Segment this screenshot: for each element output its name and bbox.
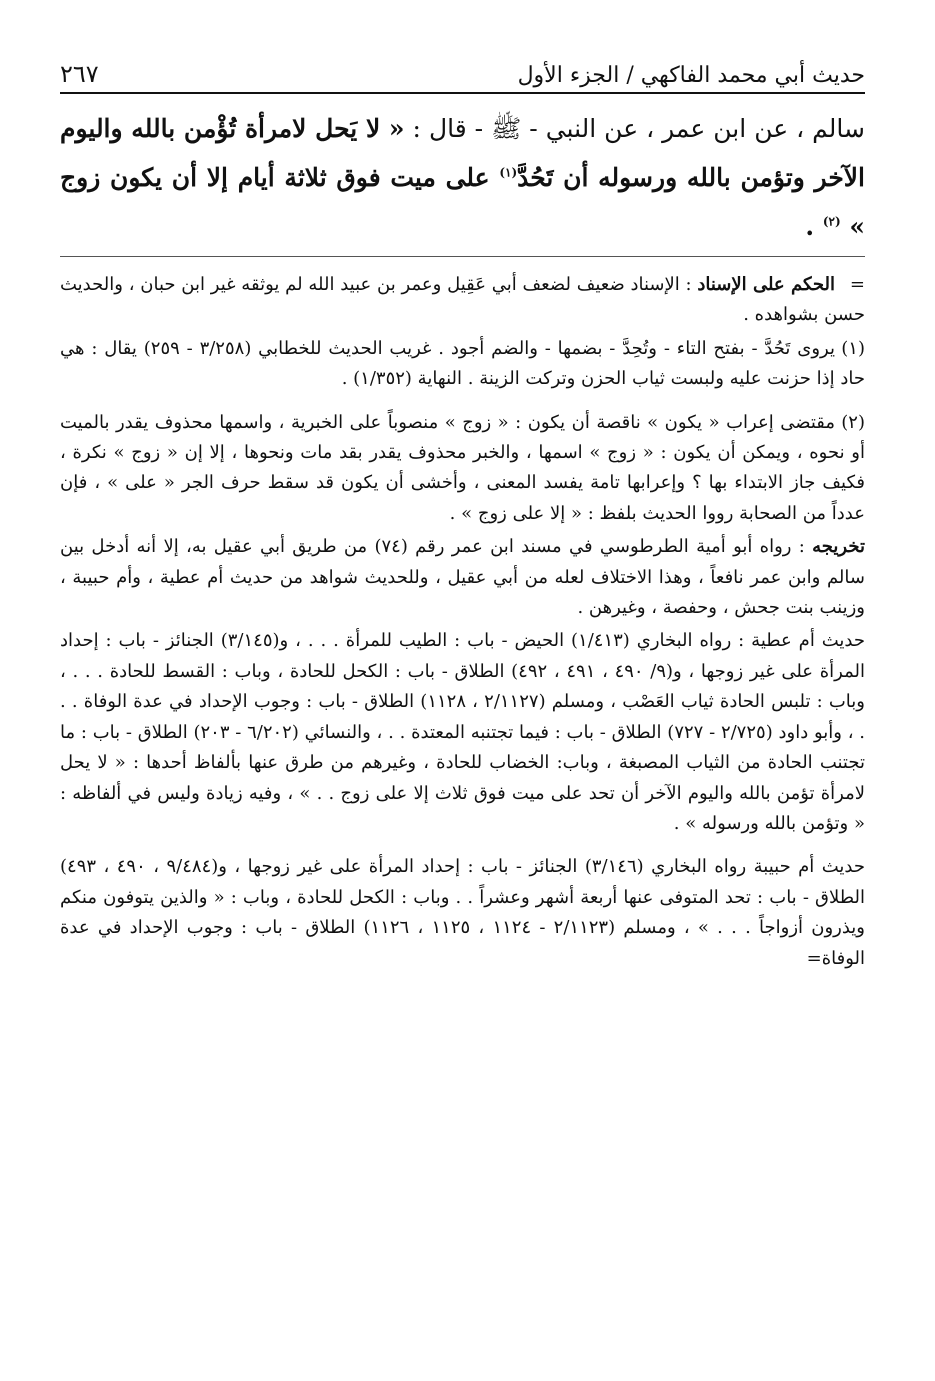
hadith-text-part-1: « لا يَحل لامرأة تُؤْمن بالله واليوم الآخر وتؤمن بالله ورسوله أن تَحُدَّ [60,114,865,192]
isnad-ruling-note [60,270,865,331]
takhrij-text: : رواه أبو أمية الطرطوسي في مسند ابن عمر رقم (٧٤) من طريق أبي عقيل به، إلا أنه أدخل بين سالم وابن عمر نافعاً ، وهذا الاختلاف لعله من أبي عقيل ، وللحديث شواهد من حديث أم عطية ، وأم حبيبة ، وزينب بنت جحش ، وحفصة ، وغيرهن . [60,536,865,619]
narration-chain: سالم ، عن ابن عمر ، عن النبي - ﷺ - قال : [404,114,865,143]
header-rule [60,92,865,94]
ruling-text: : الإسناد ضعيف لضعف أبي عَقِيل وعمر بن عبيد الله لم يوثقه غير ابن حبان ، والحديث حسن بشواهده . [60,274,865,326]
page-number: ٢٦٧ [60,60,99,88]
continuation-marker: = [849,274,866,295]
spacer [60,842,865,852]
footnote-2 [60,408,865,530]
takhrij-note [60,532,865,623]
footnote-2-marker: (٢) [841,411,865,433]
page-header [60,52,865,88]
footnote-1-text: يروى تَحُدَّ - بفتح التاء - وتُحِدَّ - بضمها - والضم أجود . غريب الحديث للخطابي (٣/٢٥٨ - ٢٥٩) يقال : هي حاد إذا حزنت عليه ولبست ثياب الحزن وتركت الزينة . النهاية (١/٣٥٢) . [60,337,865,390]
main-text [60,104,865,251]
hadith-text-end: . [805,212,823,241]
footnote-ref-1: (١) [499,165,518,180]
hadith-text-part-2: على ميت فوق ثلاثة أيام إلا أن يكون زوج » [60,163,865,241]
footnotes [60,270,865,977]
umm-atiyya-note: حديث أم عطية : رواه البخاري (١/٤١٣) الحيض - باب : الطيب للمرأة . . . ، و(٣/١٤٥) الجنائز - باب : إحداد المرأة على غير زوجها ، و(٩/ ٤٩٠ ، ٤٩١ ، ٤٩٢) الطلاق - باب : الكحل للحادة ، وباب : القسط للحادة . . . ، وباب : تلبس الحادة ثياب العَصْب ، ومسلم (٢/١١٢٧ ، ١١٢٨) الطلاق - باب : وجوب الإحداد في عدة الوفاة . . . ، وأبو داود (٢/٧٢٥ - ٧٢٧) الطلاق - باب : فيما تجتنبه المعتدة . . ، والنسائي (٦/٢٠٢ - ٢٠٣) الطلاق - باب : ما تجتنب الحادة من الثياب المصبغة ، وباب: الخضاب للحادة ، وغيرهم من طرق عنها بألفاظ أحدها : « لا يحل لامرأة تؤمن بالله واليوم الآخر أن تحد على ميت فوق ثلاث إلا على زوج . . » ، وفيه زيادة وليس في ألفاظه : « وتؤمن بالله ورسوله » . [60,630,866,834]
running-title: حديث أبي محمد الفاكهي / الجزء الأول [517,63,865,88]
ruling-label: الحكم على الإسناد [697,274,836,295]
footnote-separator [60,256,865,257]
footnote-1 [60,334,865,395]
takhrij-label: تخريجه [812,536,865,558]
footnote-1-marker: (١) [841,337,865,359]
footnote-ref-2: (٢) [822,214,841,229]
footnote-2-text: مقتضى إعراب « يكون » ناقصة أن يكون : « زوج » منصوباً على الخبرية ، واسمها محذوف يقدر بالميت أو نحوه ، ويمكن أن يكون : « زوج » اسمها ، والخبر محذوف يقدر بقد مات ونحوها ، إلا إن « زوج » نكرة ، فكيف جاز الابتداء بها ؟ وإعرابها تامة يفسد المعنى ، وأخشى أن يكون قد سقط حرف الجر « على » ، فإن عدداً من الصحابة رووا الحديث بلفظ : « إلا على زوج » . [60,411,865,524]
umm-habiba-note: حديث أم حبيبة رواه البخاري (٣/١٤٦) الجنائز - باب : إحداد المرأة على غير زوجها ، و(٩/٤٨٤ ، ٤٩٠ ، ٤٩٣) الطلاق - باب : تحد المتوفى عنها أربعة أشهر وعشراً . . وباب : الكحل للحادة ، وباب : « والذين يتوفون منكم ويذرون أزواجاً . . . » ، ومسلم (٢/١١٢٣ - ١١٢٤ ، ١١٢٥ ، ١١٢٦) الطلاق - باب : وجوب الإحداد في عدة الوفاة= [60,856,865,969]
spacer [60,398,865,408]
